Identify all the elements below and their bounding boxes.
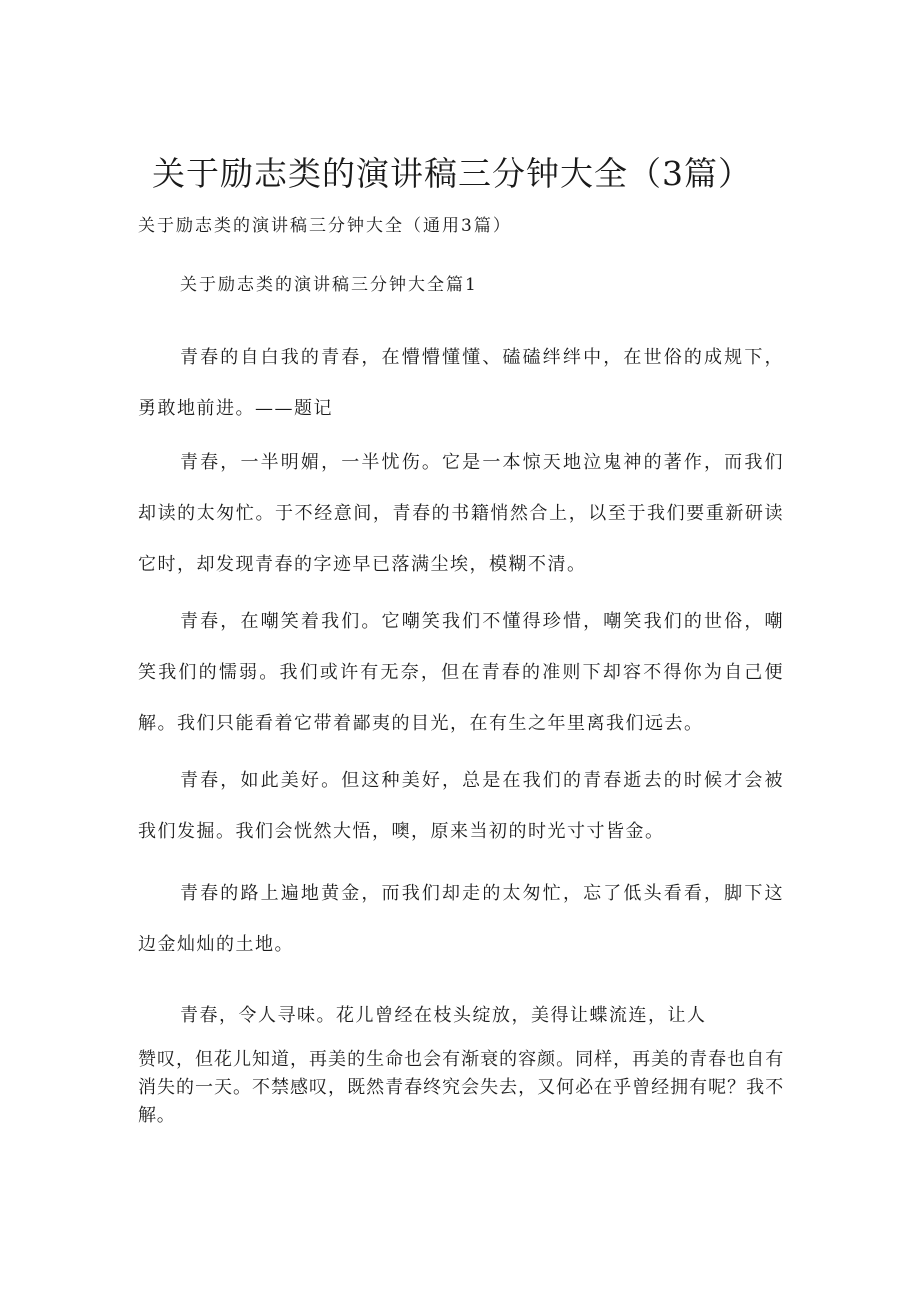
paragraph: 青春，在嘲笑着我们。它嘲笑我们不懂得珍惜，嘲笑我们的世俗，嘲笑我们的懦弱。我们或许有无奈，但在青春的准则下却容不得你为自己便解。我们只能看着它带着鄙夷的目光，在有生之年里离我们远去。: [138, 611, 784, 734]
document-subtitle: 关于励志类的演讲稿三分钟大全（通用3篇）: [138, 216, 512, 236]
paragraph: 青春的路上遍地黄金，而我们却走的太匆忙，忘了低头看看，脚下这边金灿灿的土地。: [138, 883, 784, 955]
paragraph: 青春的自白我的青春，在懵懵懂懂、磕磕绊绊中，在世俗的成规下，勇敢地前进。——题记: [138, 347, 784, 419]
paragraph: 青春，令人寻味。花儿曾经在枝头绽放，美得让蝶流连，让人: [180, 1005, 707, 1026]
section-heading: 关于励志类的演讲稿三分钟大全篇1: [180, 275, 478, 295]
paragraph-continuation: 赞叹，但花儿知道，再美的生命也会有渐衰的容颜。同样，再美的青春也自有消失的一天。不禁感叹，既然青春终究会失去，又何必在乎曾经拥有呢？我不解。: [138, 1049, 784, 1126]
document-title: 关于励志类的演讲稿三分钟大全（3篇）: [152, 154, 752, 193]
paragraph: 青春，一半明媚，一半忧伤。它是一本惊天地泣鬼神的著作，而我们却读的太匆忙。于不经意间，青春的书籍悄然合上，以至于我们要重新研读它时，却发现青春的字迹早已落满尘埃，模糊不清。: [138, 452, 784, 575]
paragraph: 青春，如此美好。但这种美好，总是在我们的青春逝去的时候才会被我们发掘。我们会恍然大悟，噢，原来当初的时光寸寸皆金。: [138, 770, 784, 842]
